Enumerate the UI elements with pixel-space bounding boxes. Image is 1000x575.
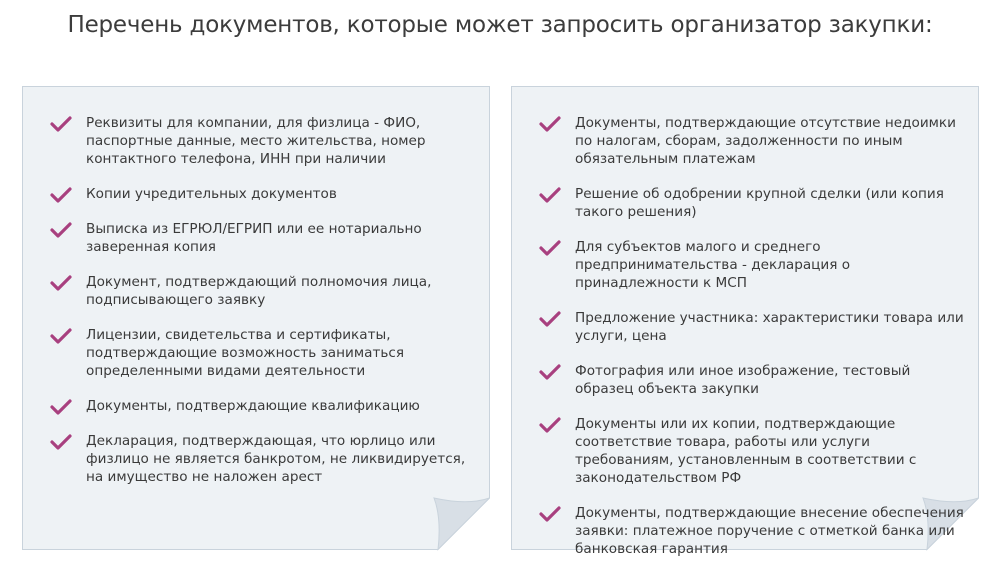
check-icon <box>50 275 72 291</box>
document-item <box>539 362 969 398</box>
check-icon <box>539 417 561 433</box>
check-icon <box>539 240 561 256</box>
left-document-card <box>22 86 490 550</box>
document-item <box>539 185 969 221</box>
document-item <box>539 114 969 168</box>
document-item-text: Документы, подтверждающие внесение обеспечения заявки: платежное поручение с отметкой банка или банковская гарантия <box>575 505 964 557</box>
document-item <box>50 326 480 380</box>
left-document-list <box>50 114 480 503</box>
check-icon <box>50 434 72 450</box>
document-item-text: Для субъектов малого и среднего предпринимательства - декларация о принадлежности к МСП <box>575 239 851 291</box>
document-item <box>50 432 480 486</box>
document-item <box>539 415 969 487</box>
right-document-card <box>511 86 979 557</box>
document-item-text: Декларация, подтверждающая, что юрлицо или физлицо не является банкротом, не ликвидируется, на имущество не наложен арест <box>86 433 466 485</box>
check-icon <box>50 187 72 203</box>
right-document-list <box>539 114 969 575</box>
check-icon <box>539 364 561 380</box>
check-icon <box>539 187 561 203</box>
document-item-text: Копии учредительных документов <box>86 186 337 202</box>
check-icon <box>539 506 561 522</box>
document-item <box>50 114 480 168</box>
document-item <box>50 220 480 256</box>
document-item-text: Лицензии, свидетельства и сертификаты, подтверждающие возможность заниматься определенными видами деятельности <box>86 327 405 379</box>
document-item <box>539 504 969 558</box>
document-item-text: Документы, подтверждающие отсутствие недоимки по налогам, сборам, задолженности по иным обязательным платежам <box>575 115 956 167</box>
document-item <box>50 273 480 309</box>
document-item <box>50 397 480 415</box>
check-icon <box>50 222 72 238</box>
document-item <box>50 185 480 203</box>
check-icon <box>50 328 72 344</box>
document-item-text: Реквизиты для компании, для физлица - ФИО, паспортные данные, место жительства, номер контактного телефона, ИНН при наличии <box>86 115 426 167</box>
check-icon <box>539 311 561 327</box>
document-item-text: Выписка из ЕГРЮЛ/ЕГРИП или ее нотариально заверенная копия <box>86 221 422 255</box>
document-item-text: Документ, подтверждающий полномочия лица, подписывающего заявку <box>86 274 432 308</box>
page-title: Перечень документов, которые может запросить организатор закупки: <box>67 12 933 38</box>
check-icon <box>539 116 561 132</box>
document-item <box>539 309 969 345</box>
document-item-text: Фотография или иное изображение, тестовый образец объекта закупки <box>575 363 911 397</box>
document-item-text: Решение об одобрении крупной сделки (или копия такого решения) <box>575 186 944 220</box>
check-icon <box>50 116 72 132</box>
document-item-text: Документы, подтверждающие квалификацию <box>86 398 420 414</box>
document-item-text: Документы или их копии, подтверждающие соответствие товара, работы или услуги требованиям, установленным в соответствии с законодательством РФ <box>575 416 917 486</box>
document-item <box>539 238 969 292</box>
document-item-text: Предложение участника: характеристики товара или услуги, цена <box>575 310 964 344</box>
check-icon <box>50 399 72 415</box>
page-curl-icon <box>434 498 490 550</box>
